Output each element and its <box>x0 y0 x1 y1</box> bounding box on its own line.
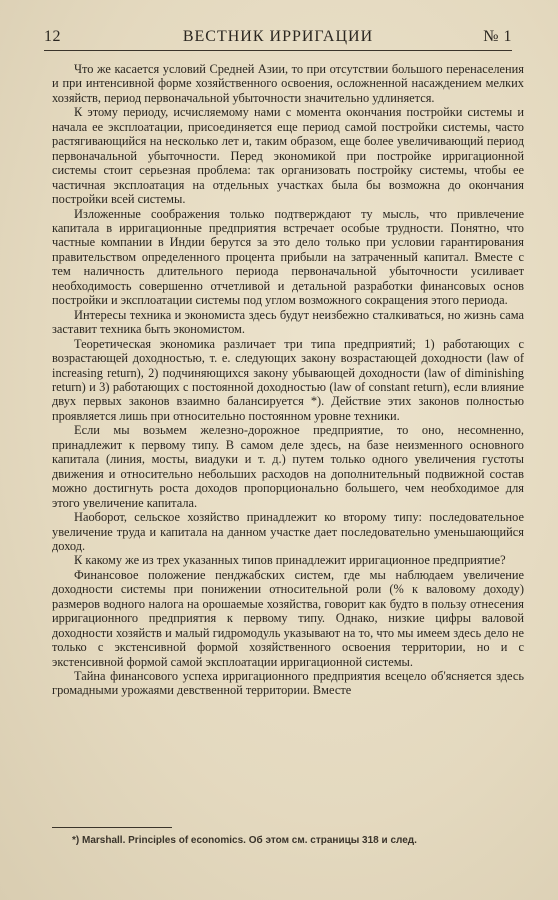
running-header <box>44 28 512 52</box>
paragraph: Интересы техника и экономиста здесь будут неизбежно сталкиваться, но жизнь сама заставит техника быть экономистом. <box>52 307 524 337</box>
paragraph: Тайна финансового успеха ирригационного предприятия всецело об'ясняется здесь громадными урожаями девственной территории. Вместе <box>52 669 524 698</box>
journal-title: ВЕСТНИК ИРРИГАЦИИ <box>182 28 374 45</box>
issue-number: № 1 <box>483 28 512 45</box>
paragraph: Наоборот, сельское хозяйство принадлежит ко второму типу: последовательное увеличение труда и капитала на данном участке дает последовательно уменьшающийся доход. <box>52 510 524 553</box>
article-body <box>52 62 524 698</box>
paragraph: Что же касается условий Средней Азии, то при отсутствии большого перенаселения и при интенсивной форме хозяйственного освоения, осложненной насаждением мелких хозяйств, период первоначальной убыточности значительно удлиняется. <box>52 62 524 105</box>
paragraph: К этому периоду, исчисляемому нами с момента окончания постройки системы и начала ее эксплоатации, присоединяется еще период самой постройки системы, часто растягивающийся на несколько лет и, таким образом, еще более увеличивающий период первоначальной убыточности. Перед экономикой при постройке ирригационной системы стоит серьезная проблема: так организовать постройку системы, чтобы ее частичная эксплоатация на отдельных участках была бы возможна до окончания постройки всей системы. <box>52 105 524 207</box>
page-number: 12 <box>44 28 61 45</box>
paragraph: К какому же из трех указанных типов принадлежит ирригационное предприятие? <box>74 553 506 568</box>
paragraph: Изложенные соображения только подтверждают ту мысль, что привлечение капитала в ирригационные предприятия встречает особые трудности. Понятно, что частные компании в Индии берутся за это дело только при условии гарантирования правительством определенного процента прибыли на затраченный капитал. Вместе с тем наличность длительного периода первоначальной убыточности усиливает необходимость совершенно отчетливой и детальной разработки финансовых основ постройки и эксплоатации системы под углом возможного сокращения этого периода. <box>52 206 524 308</box>
paragraph: Теоретическая экономика различает три типа предприятий; 1) работающих с возрастающей доходностью, т. е. следующих закону возрастающей доходности (law of increasing return), 2) подчиняющихся закону убывающей доходности (law of diminishing return) и 3) работающих с постоянной доходностью (law of constant return), если влияние двух первых законов взаимно балансируется *). Действие этих законов полностью проявляется лишь при относительно постоянном уровне техники. <box>52 336 524 423</box>
footnote: *) Marshall. Principles of economics. Об этом см. страницы 318 и след. <box>72 835 417 846</box>
footnote-rule <box>52 827 172 828</box>
header-rule <box>44 50 512 51</box>
paragraph: Финансовое положение пенджабских систем, где мы наблюдаем увеличение доходности системы при понижении относительной роли (% к валовому доходу) размеров водного налога на орошаемые хозяйства, говорит как будто в пользу отнесения ирригационного предприятия к первому типу. Однако, низкие цифры валовой доходности хозяйств и малый гидромодуль указывают на то, что мы имеем здесь дело не только с экстенсивной формой хозяйственного освоения территории, но и с экстенсивной формой самой эксплоатации ирригационной системы. <box>52 567 524 669</box>
paragraph: Если мы возьмем железно-дорожное предприятие, то оно, несомненно, принадлежит к первому типу. В самом деле здесь, на базе неизменного основного капитала (линия, мосты, виадуки и т. д.) путем только одного увеличения густоты движения и относительно небольших расходов на дополнительный подвижной состав можно достигнуть роста доходов пропорционально большего, чем необходимое для этого увеличение капитала. <box>52 423 524 510</box>
